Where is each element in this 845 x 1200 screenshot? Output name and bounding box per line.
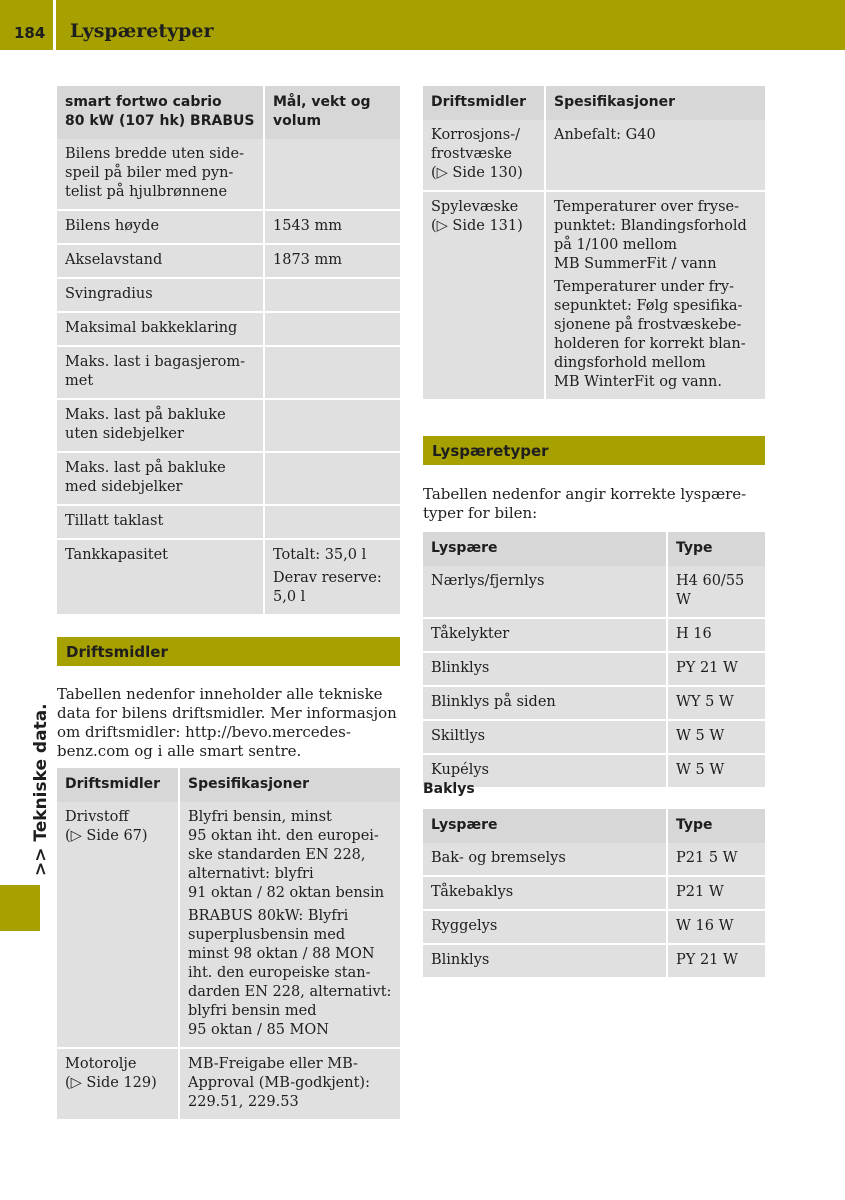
cell-text-part: Anbefalt: G40 <box>554 127 656 143</box>
row-spec <box>179 1048 400 1119</box>
bulb-type: W 5 W <box>667 754 765 787</box>
rear-bulb-types-table <box>423 809 765 977</box>
bulb-name: Blinklys på siden <box>423 686 667 720</box>
row-label: Drivstoff (▷ Side 67) <box>57 802 179 1048</box>
row-label: Maks. last på bakluke uten sidebjelker <box>57 399 264 452</box>
row-label: Bilens høyde <box>57 210 264 244</box>
table-row <box>57 278 400 312</box>
bulb-name: Blinklys <box>423 944 667 977</box>
row-label: Svingradius <box>57 278 264 312</box>
row-label: Tillatt taklast <box>57 505 264 539</box>
row-value <box>264 312 400 346</box>
bulb-type: H4 60/55 W <box>667 566 765 618</box>
side-tab-marker <box>0 885 40 931</box>
bulb-type: P21 W <box>667 876 765 910</box>
table-header-cell: Driftsmidler <box>423 86 545 120</box>
section-heading-lyspaeretyper: Lyspæretyper <box>423 436 765 465</box>
page-number-box <box>0 0 56 50</box>
table-row <box>57 452 400 505</box>
table-header-row <box>423 532 765 566</box>
table-header-cell: Spesifikasjoner <box>545 86 765 120</box>
row-spec <box>545 120 765 191</box>
table-row <box>57 399 400 452</box>
bulb-name: Blinklys <box>423 652 667 686</box>
cell-text-part: Totalt: 35,0 l <box>273 547 367 563</box>
bulb-type: P21 5 W <box>667 843 765 876</box>
table-header-cell: Lyspære <box>423 532 667 566</box>
row-label: Maks. last i bagasjerom- met <box>57 346 264 399</box>
table-row <box>423 876 765 910</box>
row-label: Akselavstand <box>57 244 264 278</box>
table-row <box>423 191 765 399</box>
table-header-cell: Driftsmidler <box>57 768 179 802</box>
bulb-type: W 16 W <box>667 910 765 944</box>
row-value: 1543 mm <box>264 210 400 244</box>
table-row <box>57 244 400 278</box>
cell-text-part: Temperaturer over fryse- punktet: Blandingsforhold på 1/100 mellom MB SummerFit / vann <box>554 199 747 272</box>
table-row <box>423 843 765 876</box>
page-header-bar <box>0 0 845 50</box>
row-value: 1873 mm <box>264 244 400 278</box>
bulb-name: Bak- og bremselys <box>423 843 667 876</box>
row-label: Motorolje (▷ Side 129) <box>57 1048 179 1119</box>
bulb-type: PY 21 W <box>667 652 765 686</box>
row-value <box>264 399 400 452</box>
side-section-label: >> Tekniske data. <box>31 703 51 876</box>
table-row <box>57 505 400 539</box>
cell-text-part: Blyfri bensin, minst 95 oktan iht. den europei- ske standarden EN 228, alternativt: blyfri 91 oktan / 82 oktan bensin <box>188 809 385 901</box>
row-value <box>264 539 400 614</box>
table-row <box>57 539 400 614</box>
table-row <box>57 346 400 399</box>
row-value <box>264 139 400 210</box>
cell-text-part: MB-Freigabe eller MB- Approval (MB-godkjent): 229.51, 229.53 <box>188 1056 370 1110</box>
table-row <box>423 686 765 720</box>
table-row <box>423 618 765 652</box>
row-value <box>264 278 400 312</box>
table-header-cell: Type <box>667 809 765 843</box>
row-value <box>264 505 400 539</box>
table-header-cell: Type <box>667 532 765 566</box>
table-row <box>57 802 400 1048</box>
row-label: Bilens bredde uten side- speil på biler med pyn- telist på hjulbrønnene <box>57 139 264 210</box>
bulb-type: W 5 W <box>667 720 765 754</box>
table-row <box>423 944 765 977</box>
row-value <box>264 346 400 399</box>
driftsmidler-intro: Tabellen nedenfor inneholder alle tekniske data for bilens driftsmidler. Mer informasjon om driftsmidler: http://bevo.mercedes- benz.com og i alle smart sentre. <box>57 685 397 760</box>
table-row <box>423 120 765 191</box>
page-number: 184 <box>14 24 46 42</box>
table-header-row <box>423 809 765 843</box>
bulb-types-table <box>423 532 765 787</box>
bulb-type: PY 21 W <box>667 944 765 977</box>
bulb-name: Skiltlys <box>423 720 667 754</box>
lyspaeretyper-intro: Tabellen nedenfor angir korrekte lyspære- typer for bilen: <box>423 485 747 522</box>
table-header-row <box>57 768 400 802</box>
row-label: Maks. last på bakluke med sidebjelker <box>57 452 264 505</box>
table-row <box>57 139 400 210</box>
row-value <box>264 452 400 505</box>
driftsmidler-table-continued <box>423 86 765 399</box>
baklys-heading: Baklys <box>423 781 475 797</box>
table-header-cell: Mål, vekt og volum <box>264 86 400 139</box>
table-header-row <box>57 86 400 139</box>
table-row <box>57 1048 400 1119</box>
dimensions-table <box>57 86 400 614</box>
table-header-cell: Lyspære <box>423 809 667 843</box>
table-row <box>423 910 765 944</box>
table-row <box>57 312 400 346</box>
table-row <box>423 720 765 754</box>
row-label: Spylevæske (▷ Side 131) <box>423 191 545 399</box>
row-spec <box>545 191 765 399</box>
table-header-cell: Spesifikasjoner <box>179 768 400 802</box>
bulb-name: Nærlys/fjernlys <box>423 566 667 618</box>
row-label: Tankkapasitet <box>57 539 264 614</box>
bulb-type: H 16 <box>667 618 765 652</box>
bulb-name: Tåkelykter <box>423 618 667 652</box>
row-spec <box>179 802 400 1048</box>
cell-text-part: Derav reserve: 5,0 l <box>273 570 382 605</box>
bulb-name: Ryggelys <box>423 910 667 944</box>
table-header-row <box>423 86 765 120</box>
table-row <box>57 210 400 244</box>
page-title: Lyspæretyper <box>70 20 214 42</box>
driftsmidler-table <box>57 768 400 1119</box>
bulb-name: Tåkebaklys <box>423 876 667 910</box>
table-header-cell: smart fortwo cabrio 80 kW (107 hk) BRABUS <box>57 86 264 139</box>
cell-text-part: Temperaturer under fry- sepunktet: Følg spesifika- sjonene på frostvæskebe- holderen for korrekt blan- dingsforhold mellom MB WinterFit og vann. <box>554 279 746 390</box>
row-label: Korrosjons-/ frostvæske (▷ Side 130) <box>423 120 545 191</box>
table-row <box>423 566 765 618</box>
bulb-name: Kupélys <box>423 754 667 787</box>
table-row <box>423 652 765 686</box>
row-label: Maksimal bakkeklaring <box>57 312 264 346</box>
section-heading-driftsmidler: Driftsmidler <box>57 637 400 666</box>
bulb-type: WY 5 W <box>667 686 765 720</box>
cell-text-part: BRABUS 80kW: Blyfri superplusbensin med minst 98 oktan / 88 MON iht. den europeiske stan- darden EN 228, alternativt: blyfri bensin med 95 oktan / 85 MON <box>188 908 392 1038</box>
